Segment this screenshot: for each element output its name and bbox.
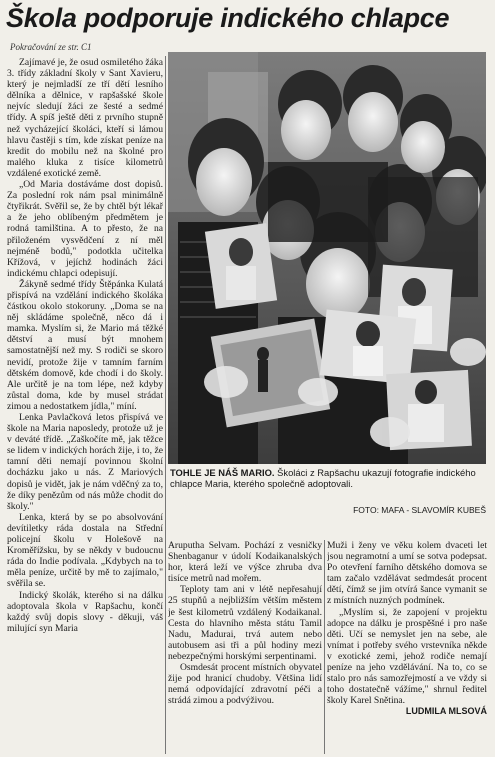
continued-note: Pokračování ze str. C1 (10, 42, 92, 52)
article-column-2 (168, 540, 322, 755)
paragraph: Indický školák, kterého si na dálku adoptovala škola v Rapšachu, končí každý svůj dopis slovy - děkuji, váš milující syn Maria (7, 589, 163, 634)
column-rule (324, 540, 325, 754)
paragraph: Teploty tam ani v létě nepřesahují 25 stupňů a nejbližším větším městem je šest kilometrů vzdálený Kodaikanal. Cesta do hlavního města státu Tamil Nadu, Madurai, trvá autem nebo autobusem asi tři a půl hodiny mezi nebezpečnými horskými serpentinami. (168, 584, 322, 662)
caption-text: Školáci z Rapšachu ukazují fotografie indického chlapce Maria, kterého společně adoptovali. (170, 467, 476, 489)
paragraph: Žákyně sedmé třídy Štěpánka Kulatá přispívá na vzdělání indického školáka částkou okolo stokoruny. „Doma se na něj skládáme společně, něco dá i mamka. Myslím si, že Mario má těžké dětství a musí být mnohem samostatnější než my. S rodiči se skoro nevidí, protože žije v tamním farním dětském domově, kde chodí i do školy. Ale určitě je na tom lépe, než kdyby zůstal doma, kde by musel strádat zimou a nedostatkem jídla," míní. (7, 278, 163, 412)
students-photo-illustration (168, 52, 486, 464)
paragraph: „Myslím si, že zapojení v projektu adopce na dálku je prospěšné i pro naše děti. Učí se nemyslet jen na sebe, ale vnímat i potřeby svého vrstevníka někde v exotické zemi, jehož rodiče nemají peníze na jeho vzdělávání. Na to, co se stalo pro nás samozřejmostí a ve vždy si toho dostatečně vážíme," shrnul ředitel školy Karel Snětina. (327, 606, 487, 707)
paragraph: Lenka, která by se po absolvování devítiletky ráda dostala na Střední policejní školu v Holešově na Kroměřížsku, by se někdy v budoucnu ráda do Indie podívala. „Kdybych na to měla peníze, určitě by mě to zajímalo," svěřila se. (7, 511, 163, 590)
paragraph: Muži i ženy ve věku kolem dvaceti let jsou negramotní a umí se sotva podepsat. Po otevření farního dětského domova se tam začalo vzdělávat sedmdesát procent dětí, čímž se jim otvírá šance vymanit se z místních nuzných podmínek. (327, 540, 487, 607)
photo-caption (170, 467, 486, 489)
paragraph: „Od Maria dostáváme dost dopisů. Za poslední rok nám psal minimálně čtyřikrát. Svěřil se, že by chtěl být lékař a že jeho oblíbeným předmětem je rodná tamilština. A to přesto, že na přiloženém vysvědčení z ní měl nejméně bodů," podotkla učitelka Křížová, v jejíchž hodinách žáci indickému chlapci odepisují. (7, 179, 163, 279)
paragraph: Zajímavé je, že osud osmiletého žáka 3. třídy základní školy v Sant Xavieru, který je nejmladší ze tří dětí lesního dělníka a dělnice, v rapšašské škole nejvíc sledují žáci ze šesté a sedmé třídy. A spíš ještě děti z prvního stupně než vycházející školáci, kteří si lámou hlavu častěji s tím, kde získat peníze na kredit do mobilu než na školné pro malého kluka z tisíce kilometrů vzdálené exotické země. (7, 57, 163, 179)
held-photo (205, 223, 277, 309)
column-rule (165, 56, 166, 754)
paragraph: Aruputha Selvam. Pochází z vesničky Shenbaganur v údolí Kodaikanalských hor, která leží ve výšce zhruba dva tisíce metrů nad mořem. (168, 540, 322, 585)
author-byline: LUDMILA MLSOVÁ (405, 706, 487, 717)
paragraph: Lenka Pavlačková letos přispívá ve škole na Maria naposledy, protože už je v deváté třídě. „Zaškočíte mě, jak těžce se lidem v indických horách žije, i to, že tamní děti nemají povinnou školní docházku jako u nás. Z Mariových dopisů je vidět, jak je nám vděčný za to, že díky penězům od nás může chodit do školy." (7, 412, 163, 512)
held-photo (320, 309, 416, 384)
article-column-3 (327, 540, 487, 755)
paragraph: Osmdesát procent místních obyvatel žije pod hranicí chudoby. Většina lidí nemá odpovídající zdravotní péči a strádá zimou a podvýživou. (168, 662, 322, 707)
photo-credit: FOTO: MAFA - SLAVOMÍR KUBEŠ (353, 505, 486, 515)
headline: Škola podporuje indického chlapce (6, 3, 450, 33)
news-photo (168, 52, 486, 464)
article-column-1 (7, 57, 163, 753)
caption-title: TOHLE JE NÁŠ MARIO. (170, 467, 275, 478)
